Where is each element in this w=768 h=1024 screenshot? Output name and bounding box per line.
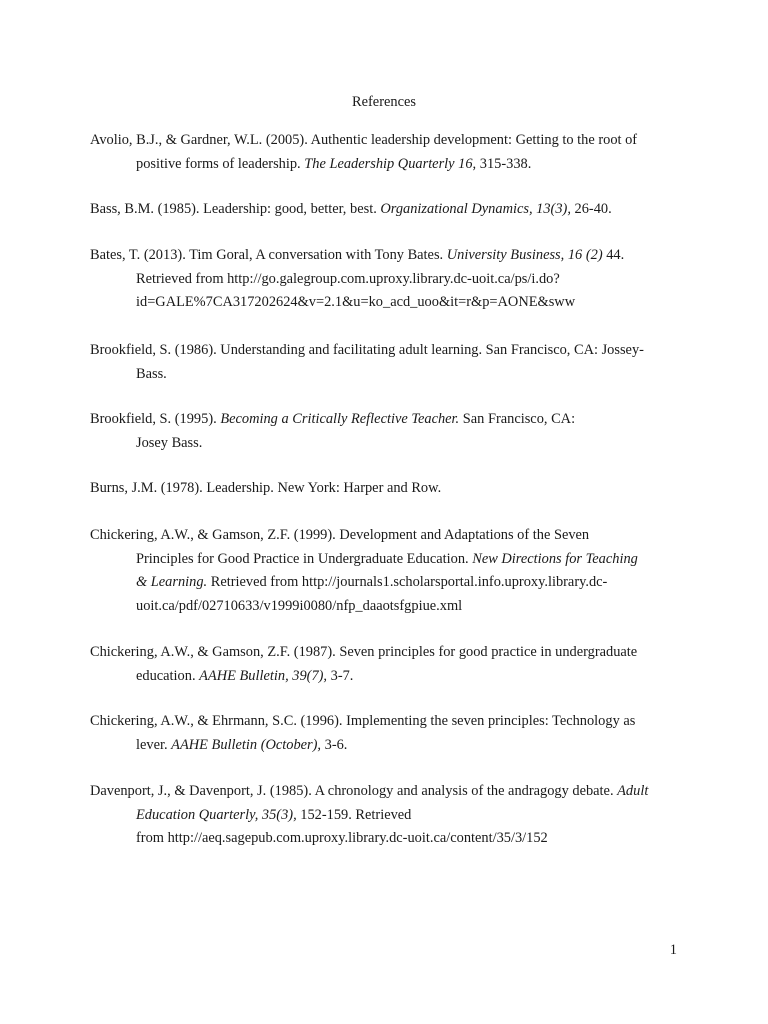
page-title: References — [352, 94, 416, 110]
reference-text: Retrieved from http://journals1.scholarsportal.info.uproxy.library.dc- — [207, 574, 608, 590]
reference-line — [90, 432, 690, 456]
reference-italic-text: Education Quarterly, 35(3), — [136, 806, 297, 823]
reference-line — [90, 827, 690, 851]
reference-line — [90, 734, 690, 758]
reference-italic-text: AAHE Bulletin (October), — [171, 736, 322, 753]
reference-line — [90, 244, 690, 268]
reference-text: 315-338. — [476, 155, 532, 172]
reference-line — [90, 129, 690, 153]
reference-italic-text: New Directions for Teaching — [472, 550, 638, 567]
reference-entry — [90, 710, 690, 757]
reference-text: 3-6. — [321, 736, 348, 753]
reference-text: id=GALE%7CA317202624&v=2.1&u=ko_acd_uoo&it=r&p=AONE&sww — [136, 294, 576, 310]
reference-text: Josey Bass. — [136, 434, 203, 451]
reference-text: from http://aeq.sagepub.com.uproxy.library.dc-uoit.ca/content/35/3/152 — [136, 830, 548, 846]
reference-line — [90, 524, 690, 548]
reference-line — [90, 780, 690, 804]
reference-entry — [90, 641, 690, 688]
reference-line — [90, 198, 690, 222]
reference-entry — [90, 339, 690, 386]
reference-text: Brookfield, S. (1995). — [90, 411, 221, 427]
reference-italic-text: Adult — [617, 783, 649, 799]
reference-entry — [90, 408, 690, 455]
page-number: 1 — [669, 942, 677, 958]
reference-entry — [90, 477, 690, 501]
reference-text: Avolio, B.J., & Gardner, W.L. (2005). Authentic leadership development: Getting to the root of — [90, 132, 638, 148]
reference-line — [90, 665, 690, 689]
reference-text: Principles for Good Practice in Undergraduate Education. — [136, 550, 473, 567]
reference-italic-text: Organizational Dynamics, 13(3), — [380, 201, 571, 217]
reference-text: 152-159. Retrieved — [296, 806, 412, 823]
reference-text: Chickering, A.W., & Ehrmann, S.C. (1996). Implementing the seven principles: Technology as — [90, 713, 636, 729]
reference-entry — [90, 198, 690, 222]
reference-line — [90, 571, 690, 595]
reference-text: Brookfield, S. (1986). Understanding and facilitating adult learning. San Francisco, CA: Jossey- — [90, 342, 644, 358]
reference-text: 26-40. — [570, 201, 612, 217]
reference-text: Chickering, A.W., & Gamson, Z.F. (1999). Development and Adaptations of the Seven — [90, 527, 590, 543]
reference-italic-text: University Business, 16 (2) — [446, 247, 603, 263]
reference-text: Burns, J.M. (1978). Leadership. New York: Harper and Row. — [90, 480, 442, 496]
reference-text: Bass. — [136, 365, 167, 382]
reference-line — [90, 363, 690, 387]
reference-text: Retrieved from http://go.galegroup.com.uproxy.library.dc-uoit.ca/ps/i.do? — [136, 270, 560, 287]
reference-italic-text: AAHE Bulletin, 39(7), — [199, 667, 328, 684]
reference-entry — [90, 244, 690, 315]
reference-entry — [90, 780, 690, 851]
reference-line — [90, 291, 690, 315]
reference-text: Bates, T. (2013). Tim Goral, A conversation with Tony Bates. — [90, 247, 447, 263]
reference-text: Chickering, A.W., & Gamson, Z.F. (1987). Seven principles for good practice in undergraduate — [90, 644, 638, 660]
reference-text: uoit.ca/pdf/02710633/v1999i0080/nfp_daaotsfgpiue.xml — [136, 597, 463, 614]
reference-text: education. — [136, 667, 200, 684]
reference-text: 44. — [602, 247, 625, 263]
reference-line — [90, 548, 690, 572]
reference-line — [90, 153, 690, 177]
reference-line — [90, 595, 690, 619]
reference-line — [90, 804, 690, 828]
reference-text: lever. — [136, 736, 172, 753]
reference-entry — [90, 524, 690, 618]
reference-entry — [90, 129, 690, 176]
reference-line — [90, 710, 690, 734]
reference-italic-text: The Leadership Quarterly 16, — [304, 155, 477, 172]
reference-text: Bass, B.M. (1985). Leadership: good, better, best. — [90, 201, 381, 217]
reference-line — [90, 268, 690, 292]
reference-text: Davenport, J., & Davenport, J. (1985). A chronology and analysis of the andragogy debate. — [90, 783, 618, 799]
reference-text: San Francisco, CA: — [459, 411, 576, 427]
reference-text: 3-7. — [327, 667, 354, 684]
reference-line — [90, 408, 690, 432]
reference-italic-text: & Learning. — [136, 574, 208, 590]
reference-line — [90, 477, 690, 501]
reference-line — [90, 641, 690, 665]
reference-italic-text: Becoming a Critically Reflective Teacher. — [220, 411, 460, 427]
reference-line — [90, 339, 690, 363]
reference-text: positive forms of leadership. — [136, 155, 305, 172]
